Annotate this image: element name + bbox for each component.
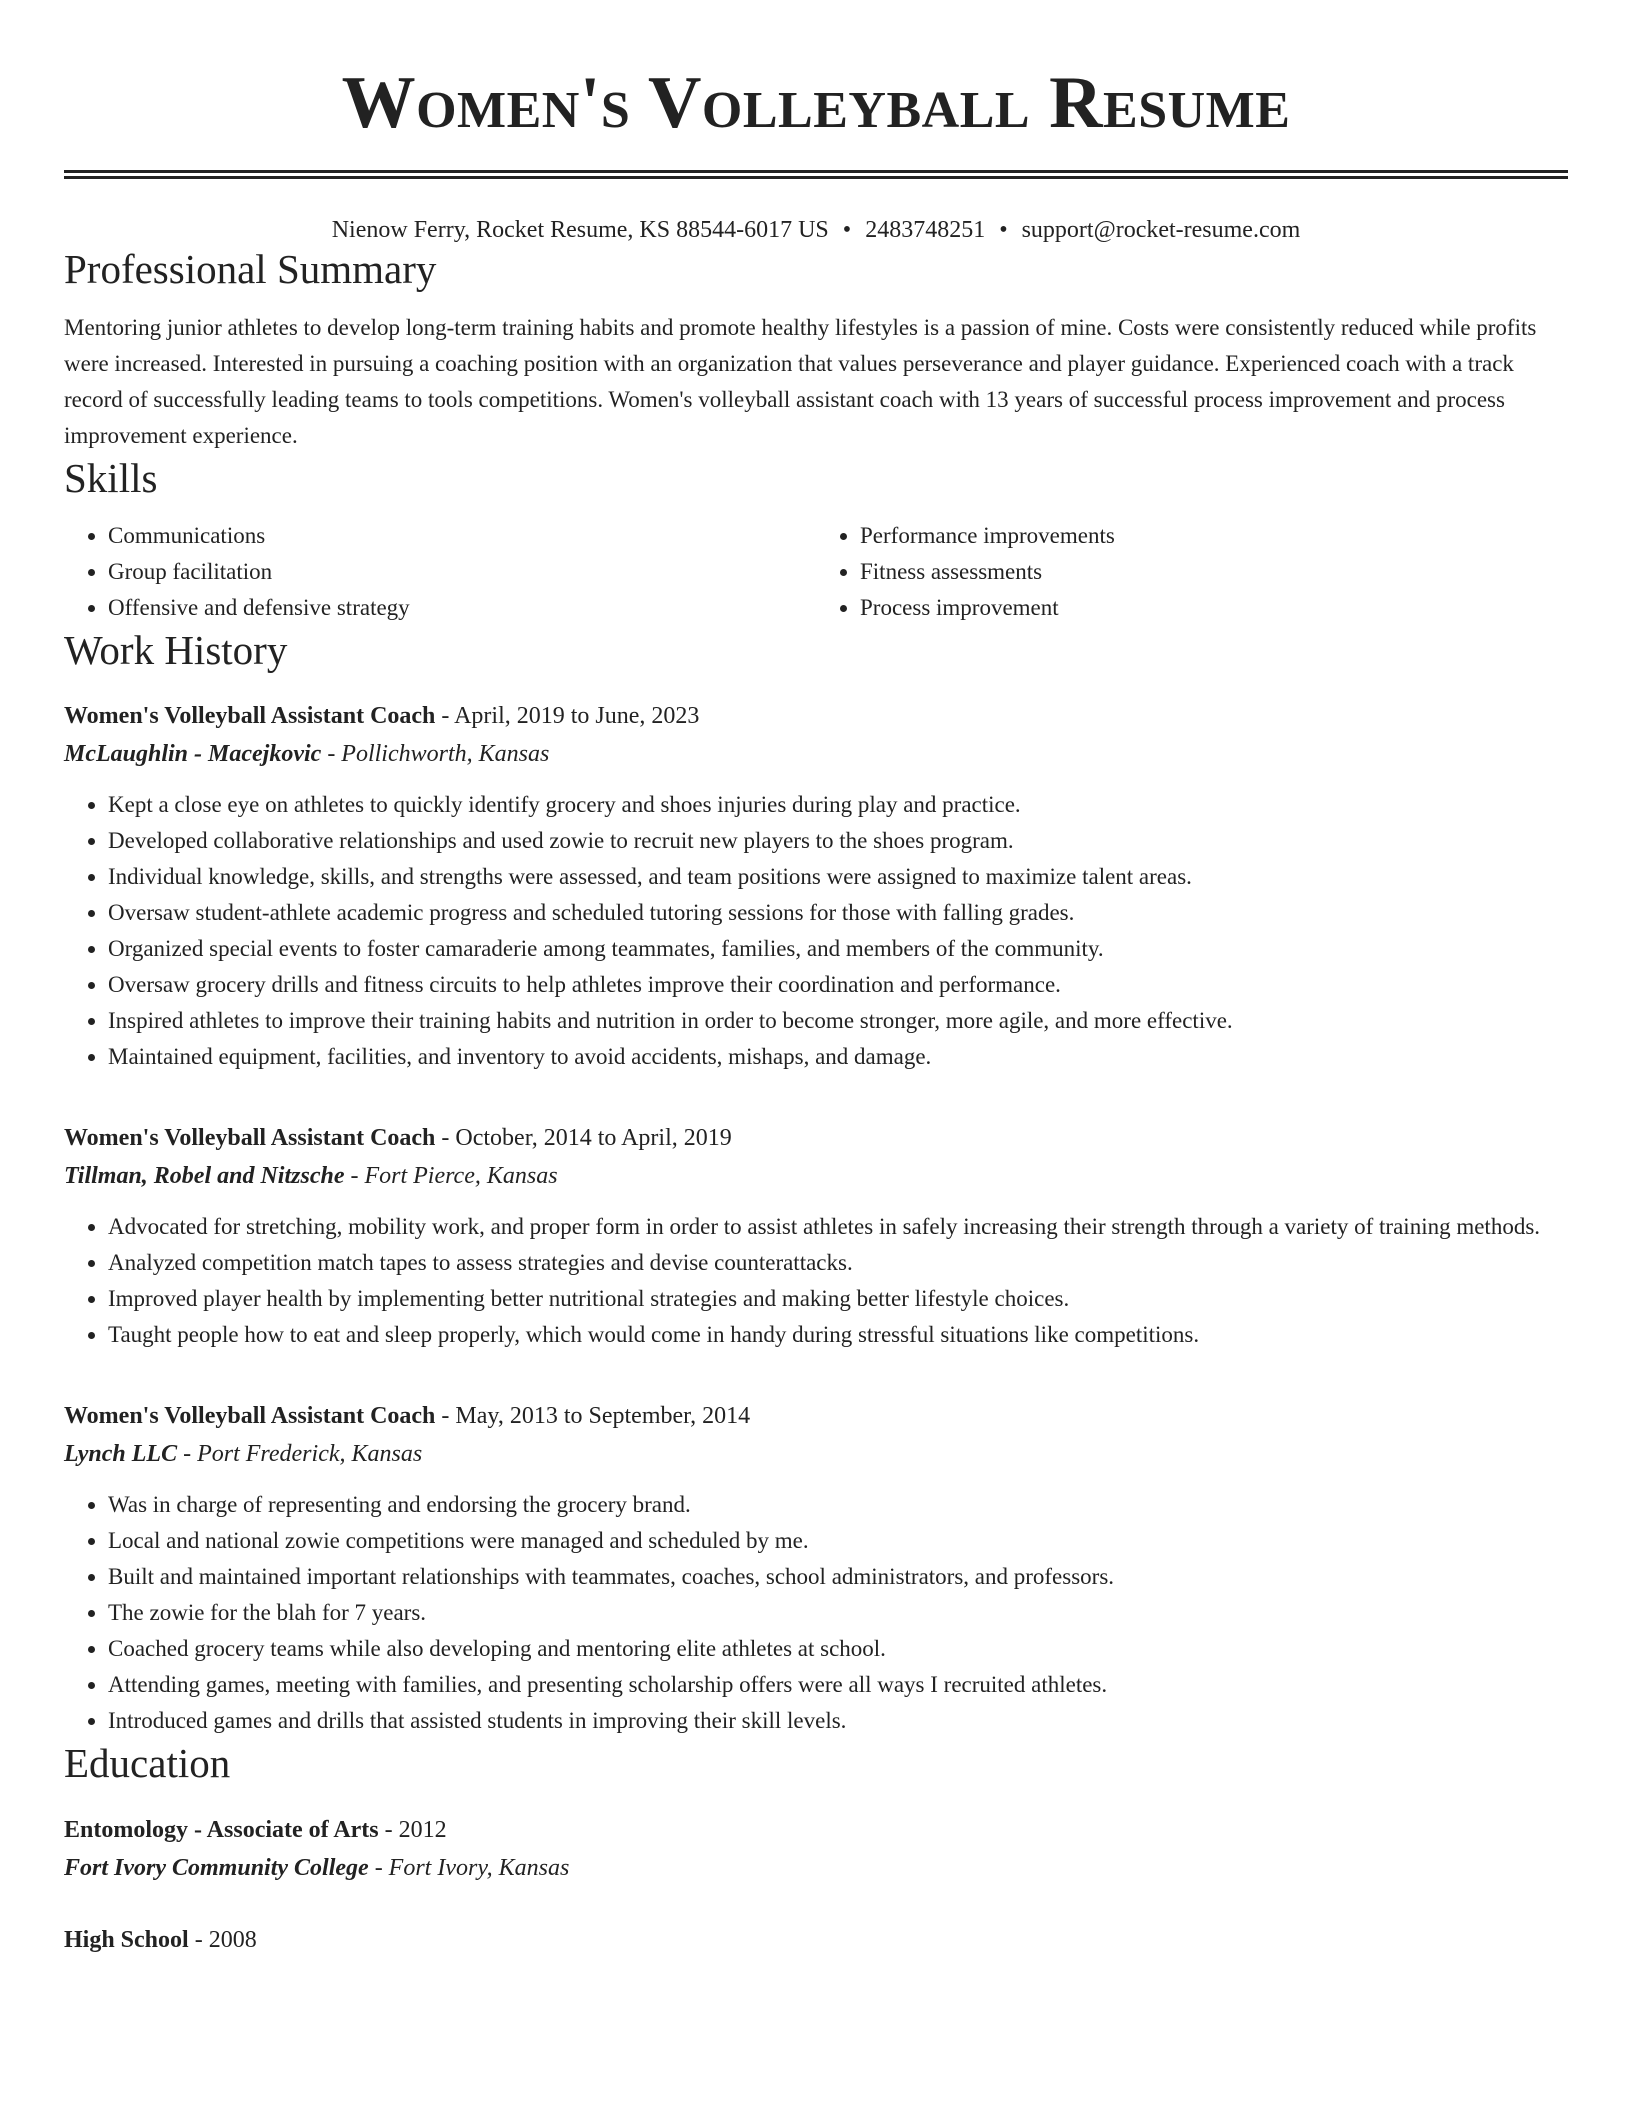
job-bullet: • Attending games, meeting with families, and presenting scholarship offers were all ways I recruited athletes. <box>108 1667 1568 1703</box>
job-location: - Fort Pierce, Kansas <box>344 1163 558 1190</box>
skills-column-left <box>64 518 816 626</box>
job-role: Women's Volleyball Assistant Coach <box>64 1125 436 1152</box>
job-bullet: • Built and maintained important relationships with teammates, coaches, school administrators, and professors. <box>108 1559 1568 1595</box>
job-dates: - May, 2013 to September, 2014 <box>435 1403 751 1430</box>
education-heading-line <box>64 1921 1568 1959</box>
job-bullet: • Oversaw student-athlete academic progress and scheduled tutoring sessions for those with falling grades. <box>108 895 1568 931</box>
job-bullet: • Individual knowledge, skills, and strengths were assessed, and team positions were assigned to maximize talent areas. <box>108 859 1568 895</box>
job-bullet: • Local and national zowie competitions were managed and scheduled by me. <box>108 1523 1568 1559</box>
job-bullet: • Inspired athletes to improve their training habits and nutrition in order to become stronger, more agile, and more effective. <box>108 1003 1568 1039</box>
education-heading: Education <box>64 1740 231 1787</box>
job-bullet: • Organized special events to foster camaraderie among teammates, families, and members of the community. <box>108 931 1568 967</box>
job-bullet: • Coached grocery teams while also developing and mentoring elite athletes at school. <box>108 1631 1568 1667</box>
skills-heading: Skills <box>64 454 158 501</box>
job-location: - Pollichworth, Kansas <box>321 741 550 768</box>
job-bullet: • Analyzed competition match tapes to assess strategies and devise counterattacks. <box>108 1245 1568 1281</box>
education-school: Fort Ivory Community College <box>64 1854 369 1881</box>
job-heading <box>64 1397 1568 1435</box>
contact-email: support@rocket-resume.com <box>1021 217 1301 243</box>
job-company: Tillman, Robel and Nitzsche <box>64 1163 345 1190</box>
summary-heading: Professional Summary <box>64 245 437 292</box>
job-entry <box>64 1119 1568 1353</box>
skills-column-right <box>816 518 1568 626</box>
job-bullet: • Taught people how to eat and sleep properly, which would come in handy during stressful situations like competitions. <box>108 1317 1568 1353</box>
job-bullets <box>64 1487 1568 1739</box>
education-entry <box>64 1811 1568 1887</box>
job-bullet: • The zowie for the blah for 7 years. <box>108 1595 1568 1631</box>
skill-item: • Fitness assessments <box>860 554 1568 590</box>
education-entry <box>64 1921 1568 1959</box>
job-bullet: • Improved player health by implementing better nutritional strategies and making better lifestyle choices. <box>108 1281 1568 1317</box>
education-degree: Entomology - Associate of Arts <box>64 1816 379 1843</box>
header-divider <box>64 170 1568 179</box>
job-role: Women's Volleyball Assistant Coach <box>64 1403 436 1430</box>
skill-item: • Process improvement <box>860 590 1568 626</box>
skill-item: • Performance improvements <box>860 518 1568 554</box>
contact-address: Nienow Ferry, Rocket Resume, KS 88544-6017 US <box>331 217 829 243</box>
job-company: McLaughlin - Macejkovic <box>64 741 322 768</box>
job-heading <box>64 1119 1568 1157</box>
education-location: - Fort Ivory, Kansas <box>368 1854 570 1881</box>
job-bullet: • Kept a close eye on athletes to quickly identify grocery and shoes injuries during play and practice. <box>108 787 1568 823</box>
job-role: Women's Volleyball Assistant Coach <box>64 703 436 730</box>
contact-line <box>64 216 1568 245</box>
job-entry <box>64 1397 1568 1739</box>
job-employer <box>64 1435 1568 1473</box>
skill-item: • Offensive and defensive strategy <box>108 590 816 626</box>
job-bullet: • Developed collaborative relationships and used zowie to recruit new players to the shoes program. <box>108 823 1568 859</box>
skill-item: • Communications <box>108 518 816 554</box>
job-location: - Port Frederick, Kansas <box>177 1441 423 1468</box>
education-school-line <box>64 1849 1568 1887</box>
education-year: - 2012 <box>378 1816 447 1843</box>
job-employer <box>64 735 1568 773</box>
education-year: - 2008 <box>188 1926 257 1953</box>
contact-separator: • <box>842 217 852 243</box>
summary-text: Mentoring junior athletes to develop long-term training habits and promote healthy lifestyles is a passion of mine. Costs were consistently reduced while profits were increased. Interested in pursuing a coaching position with an organization that values perseverance and player guidance. Experienced coach with a track record of successfully leading teams to tools competitions. Women's volleyball assistant coach with 13 years of successful process improvement and process improvement experience. <box>64 314 1537 448</box>
job-bullets <box>64 787 1568 1075</box>
resume-name: Women's Volleyball Resume <box>341 62 1291 144</box>
job-company: Lynch LLC <box>64 1441 178 1468</box>
contact-separator: • <box>999 217 1008 243</box>
job-entry <box>64 697 1568 1075</box>
job-bullet: • Introduced games and drills that assisted students in improving their skill levels. <box>108 1703 1568 1739</box>
job-dates: - October, 2014 to April, 2019 <box>435 1125 732 1152</box>
skill-item: • Group facilitation <box>108 554 816 590</box>
job-bullet: • Oversaw grocery drills and fitness circuits to help athletes improve their coordination and performance. <box>108 967 1568 1003</box>
education-heading-line <box>64 1811 1568 1849</box>
job-dates: - April, 2019 to June, 2023 <box>435 703 700 730</box>
job-bullets <box>64 1209 1568 1353</box>
job-bullet: • Was in charge of representing and endorsing the grocery brand. <box>108 1487 1568 1523</box>
work-history-heading: Work History <box>64 627 288 674</box>
job-bullet: • Advocated for stretching, mobility work, and proper form in order to assist athletes in safely increasing their strength through a variety of training methods. <box>108 1209 1568 1245</box>
education-degree: High School <box>64 1926 189 1953</box>
skills-list <box>64 518 1568 626</box>
contact-phone: 2483748251 <box>865 217 986 243</box>
job-employer <box>64 1157 1568 1195</box>
job-heading <box>64 697 1568 735</box>
job-bullet: • Maintained equipment, facilities, and inventory to avoid accidents, mishaps, and damage. <box>108 1039 1568 1075</box>
